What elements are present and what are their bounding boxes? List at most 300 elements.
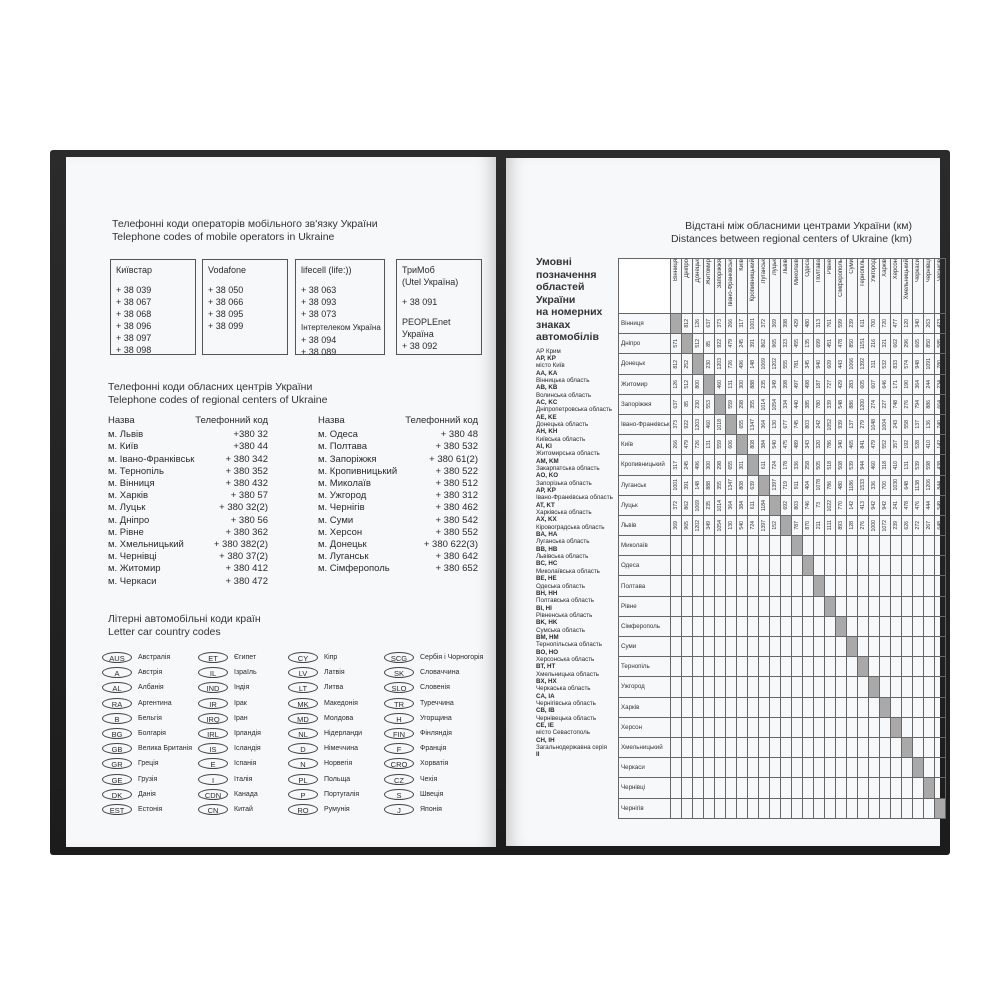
distance-value: 239 xyxy=(848,319,855,328)
distance-cell xyxy=(879,778,890,798)
distance-cell xyxy=(725,697,736,717)
distance-cell xyxy=(835,717,846,737)
distance-cell xyxy=(703,576,714,596)
distance-cell xyxy=(747,616,758,636)
distance-cell xyxy=(835,556,846,576)
distance-cell xyxy=(901,778,912,798)
distance-value: 841 xyxy=(859,440,866,450)
distance-cell xyxy=(868,495,879,515)
distance-cell xyxy=(758,737,769,757)
country-row xyxy=(102,665,192,680)
country-code-badge: F xyxy=(384,743,414,754)
distance-cell xyxy=(923,515,934,535)
distance-value: 152 xyxy=(771,521,778,530)
distance-value: 646 xyxy=(881,379,888,389)
distance-cell xyxy=(824,717,835,737)
distance-cell xyxy=(846,677,857,697)
distance-cell xyxy=(714,737,725,757)
distance-cell xyxy=(747,435,758,455)
distance-cell xyxy=(846,354,857,374)
distance-cell xyxy=(923,354,934,374)
distance-cell xyxy=(769,596,780,616)
legend-plate-code: AE, KE xyxy=(536,413,557,421)
distance-value: 357 xyxy=(892,440,899,450)
distance-cell xyxy=(846,374,857,394)
distance-value: 965 xyxy=(771,339,778,349)
column-header xyxy=(791,259,802,314)
distance-cell xyxy=(879,677,890,697)
distance-cell xyxy=(791,515,802,535)
distance-cell xyxy=(758,314,769,334)
distance-cell xyxy=(802,314,813,334)
city-name: м. Рівне xyxy=(108,526,144,538)
distance-cell xyxy=(835,677,846,697)
distance-cell xyxy=(802,616,813,636)
table-row xyxy=(619,475,946,495)
distance-value: 598 xyxy=(925,460,932,470)
country-name: Кіпр xyxy=(324,654,338,662)
distance-cell xyxy=(725,394,736,414)
distance-cell xyxy=(868,455,879,475)
distance-value: 126 xyxy=(672,379,679,389)
country-row xyxy=(102,741,192,756)
city-name: м. Житомир xyxy=(108,563,161,575)
code-row xyxy=(318,515,478,527)
country-code-badge: H xyxy=(384,713,414,724)
distance-cell xyxy=(912,414,923,434)
distance-cell xyxy=(824,637,835,657)
distance-cell xyxy=(868,697,879,717)
distance-cell xyxy=(934,697,945,717)
distance-cell xyxy=(890,798,901,818)
distance-value: 276 xyxy=(859,521,866,530)
distance-value: 748 xyxy=(892,400,899,409)
distance-value: 664 xyxy=(936,400,943,409)
distance-value: 1091 xyxy=(925,358,932,370)
distance-cell xyxy=(670,394,681,414)
distance-cell xyxy=(802,455,813,475)
distance-cell xyxy=(703,394,714,414)
distance-cell xyxy=(923,596,934,616)
diagonal-cell xyxy=(670,314,681,334)
distance-cell xyxy=(736,354,747,374)
row-city-label: Полтава xyxy=(619,576,671,596)
distance-value: 283 xyxy=(848,379,855,389)
distance-cell xyxy=(780,536,791,556)
distance-cell xyxy=(923,576,934,596)
operator-box-lifecell: lifecell (life:)) + 38 063 + 38 093 + 38 073 Інтертелеком Україна + 38 094 + 38 089 xyxy=(295,259,385,355)
row-city-label: Рівне xyxy=(619,596,671,616)
distance-value: 812 xyxy=(672,359,679,369)
legend-plate-code: AP, KP xyxy=(536,487,556,495)
distance-cell xyxy=(890,778,901,798)
distance-cell xyxy=(703,536,714,556)
distance-cell xyxy=(879,354,890,374)
distance-cell xyxy=(835,475,846,495)
distance-cell xyxy=(780,596,791,616)
distance-cell xyxy=(824,677,835,697)
distance-cell xyxy=(890,374,901,394)
distance-cell xyxy=(813,778,824,798)
distance-value: 528 xyxy=(914,440,921,450)
country-row xyxy=(102,726,192,741)
legend-plate-code: AP, KP xyxy=(536,354,556,362)
distance-cell xyxy=(725,314,736,334)
country-code-badge: LT xyxy=(288,682,318,693)
distance-cell xyxy=(714,515,725,535)
country-name: Данія xyxy=(138,790,156,798)
legend-region: Волинська область xyxy=(536,391,592,399)
distance-cell xyxy=(912,394,923,414)
distance-value: 548 xyxy=(837,400,844,409)
country-row xyxy=(288,756,362,771)
distance-cell xyxy=(725,576,736,596)
legend-plate-code: AH, KH xyxy=(536,428,558,436)
row-city-label: Запоріжжя xyxy=(619,394,671,414)
distance-cell xyxy=(824,414,835,434)
city-name: м. Луганськ xyxy=(318,551,369,563)
distance-value: 369 xyxy=(771,319,778,328)
distance-value: 373 xyxy=(672,420,679,429)
distance-cell xyxy=(813,435,824,455)
distance-cell xyxy=(670,778,681,798)
distance-cell xyxy=(747,798,758,818)
legend-region: Рівненська область xyxy=(536,611,593,619)
distance-cell xyxy=(681,475,692,495)
distance-cell xyxy=(791,778,802,798)
distance-value: 241 xyxy=(892,500,899,510)
distance-value: 120 xyxy=(903,319,910,328)
country-row xyxy=(198,802,261,817)
distance-cell xyxy=(758,717,769,737)
distance-value: 321 xyxy=(881,339,888,349)
distance-cell xyxy=(802,697,813,717)
city-name: м. Хмельницький xyxy=(108,539,184,551)
phone-code: + 380 472 xyxy=(225,575,268,587)
distance-cell xyxy=(703,414,714,434)
country-column xyxy=(198,650,261,817)
legend-region: Запорізька область xyxy=(536,479,592,487)
distance-cell xyxy=(758,435,769,455)
distance-value: 662 xyxy=(892,339,899,349)
country-code-badge: AL xyxy=(102,682,132,693)
distance-value: 460 xyxy=(716,379,723,389)
distance-cell xyxy=(703,515,714,535)
distance-cell xyxy=(824,697,835,717)
distance-cell xyxy=(769,314,780,334)
country-column xyxy=(384,650,483,817)
distance-cell xyxy=(681,435,692,455)
distance-value: 190 xyxy=(903,379,910,389)
distance-cell xyxy=(769,616,780,636)
table-row xyxy=(619,314,946,334)
distance-cell xyxy=(813,637,824,657)
column-header xyxy=(802,259,813,314)
column-city-label: Вінниця xyxy=(672,259,679,281)
diagonal-cell xyxy=(681,334,692,354)
distance-cell xyxy=(868,657,879,677)
distance-cell xyxy=(912,354,923,374)
distance-cell xyxy=(714,637,725,657)
distance-value: 539 xyxy=(914,460,921,470)
distance-cell xyxy=(901,314,912,334)
distance-value: 922 xyxy=(683,420,690,429)
distance-cell xyxy=(813,737,824,757)
distance-cell xyxy=(747,495,758,515)
distance-value: 940 xyxy=(815,359,822,369)
country-code-badge: S xyxy=(384,789,414,800)
distance-cell xyxy=(923,717,934,737)
country-row xyxy=(198,650,261,665)
distance-value: 1052 xyxy=(826,418,833,431)
column-header xyxy=(769,259,780,314)
code-row xyxy=(108,515,268,527)
legend-plate-code: BB, HB xyxy=(536,545,558,553)
legend-title-line: на номерних xyxy=(536,306,603,318)
distance-cell xyxy=(703,657,714,677)
legend-plate-code: II xyxy=(536,751,540,759)
distance-cell xyxy=(681,374,692,394)
distance-cell xyxy=(879,414,890,434)
country-row xyxy=(198,711,261,726)
phone-code: + 380 542 xyxy=(435,514,478,526)
distance-cell xyxy=(681,455,692,475)
distance-cell xyxy=(846,536,857,556)
distance-cell xyxy=(857,778,868,798)
distance-value: 340 xyxy=(914,319,921,328)
distance-cell xyxy=(890,314,901,334)
distance-table xyxy=(618,258,946,819)
diagonal-cell xyxy=(703,374,714,394)
distance-cell xyxy=(758,536,769,556)
distance-cell xyxy=(846,737,857,757)
distance-cell xyxy=(681,637,692,657)
distance-value: 345 xyxy=(804,359,811,369)
distance-cell xyxy=(912,798,923,818)
column-city-label: Хмельницький xyxy=(903,259,910,300)
distance-cell xyxy=(802,576,813,596)
distance-value: 540 xyxy=(771,440,778,450)
distance-cell xyxy=(769,414,780,434)
distance-value: 211 xyxy=(815,521,822,530)
distance-cell xyxy=(791,414,802,434)
distance-cell xyxy=(857,536,868,556)
legend-plate-code: BT, HT xyxy=(536,663,556,671)
distance-value: 298 xyxy=(716,460,723,470)
distance-cell xyxy=(846,414,857,434)
country-code-badge: J xyxy=(384,804,414,815)
column-header xyxy=(736,259,747,314)
distance-cell xyxy=(802,778,813,798)
distance-cell xyxy=(725,475,736,495)
distance-cell xyxy=(758,556,769,576)
distance-cell xyxy=(791,334,802,354)
column-city-label: Одеса xyxy=(804,259,811,277)
distance-cell xyxy=(780,677,791,697)
distance-cell xyxy=(934,515,945,535)
distance-cell xyxy=(791,657,802,677)
distance-cell xyxy=(802,515,813,535)
distance-cell xyxy=(835,495,846,515)
code-row xyxy=(108,454,268,466)
distance-cell xyxy=(802,798,813,818)
distance-cell xyxy=(857,576,868,596)
distance-cell xyxy=(846,394,857,414)
row-city-label: Ужгород xyxy=(619,677,671,697)
distance-cell xyxy=(846,717,857,737)
country-row xyxy=(288,711,362,726)
distance-value: 1202 xyxy=(771,358,778,370)
distance-cell xyxy=(934,455,945,475)
distance-cell xyxy=(879,475,890,495)
distance-cell xyxy=(703,778,714,798)
country-row xyxy=(102,802,192,817)
distance-value: 263 xyxy=(925,319,932,328)
row-city-label: Львів xyxy=(619,515,671,535)
distance-value: 1001 xyxy=(672,479,679,491)
distance-cell xyxy=(813,758,824,778)
distance-value: 135 xyxy=(804,339,811,349)
distance-cell xyxy=(835,435,846,455)
country-row xyxy=(102,696,192,711)
distance-cell xyxy=(846,334,857,354)
column-header xyxy=(747,259,758,314)
distance-cell xyxy=(670,435,681,455)
country-code-badge: MK xyxy=(288,698,318,709)
distance-cell xyxy=(879,374,890,394)
legend-plate-code: BK, HK xyxy=(536,619,558,627)
table-corner xyxy=(619,259,671,314)
column-header xyxy=(670,259,681,314)
table-row xyxy=(619,414,946,434)
distance-cell xyxy=(868,354,879,374)
distance-cell xyxy=(934,576,945,596)
distance-cell xyxy=(835,637,846,657)
distance-cell xyxy=(835,758,846,778)
distance-cell xyxy=(923,677,934,697)
distance-value: 372 xyxy=(760,319,767,328)
distance-cell xyxy=(780,394,791,414)
code-row xyxy=(318,490,478,502)
legend-region: Львівська область xyxy=(536,553,589,561)
distance-cell xyxy=(824,556,835,576)
row-city-label: Суми xyxy=(619,637,671,657)
country-row xyxy=(384,787,483,802)
distance-cell xyxy=(791,556,802,576)
distance-value: 727 xyxy=(826,379,833,389)
distance-value: 272 xyxy=(914,521,921,530)
distance-value: 234 xyxy=(936,379,943,389)
distance-cell xyxy=(901,435,912,455)
distance-cell xyxy=(692,515,703,535)
column-header xyxy=(879,259,890,314)
distance-cell xyxy=(681,737,692,757)
diagonal-cell xyxy=(813,576,824,596)
diagonal-cell xyxy=(879,697,890,717)
country-code-badge: D xyxy=(288,743,318,754)
legend-title-line: позначення xyxy=(536,268,597,281)
distance-cell xyxy=(802,354,813,374)
distance-cell xyxy=(692,374,703,394)
distance-value: 1000 xyxy=(870,519,877,532)
row-city-label: Одеса xyxy=(619,556,671,576)
legend-region: Тернопільська область xyxy=(536,641,602,649)
distance-cell xyxy=(934,435,945,455)
distance-value: 429 xyxy=(837,379,844,389)
distance-value: 780 xyxy=(815,400,822,409)
distance-cell xyxy=(703,697,714,717)
distance-cell xyxy=(813,374,824,394)
column-header xyxy=(725,259,736,314)
distance-value: 700 xyxy=(870,319,877,328)
distance-cell xyxy=(736,334,747,354)
city-name: м. Луцьк xyxy=(108,502,146,514)
table-row xyxy=(619,778,946,798)
country-name: Албанія xyxy=(138,684,164,692)
country-name: Китай xyxy=(234,805,253,813)
country-code-badge: CZ xyxy=(384,774,414,785)
row-city-label: Івано-Франківськ xyxy=(619,414,671,434)
distance-cell xyxy=(868,536,879,556)
distance-cell xyxy=(835,314,846,334)
distance-cell xyxy=(758,616,769,636)
right-page xyxy=(506,158,943,846)
distance-cell xyxy=(857,334,868,354)
distance-cell xyxy=(769,354,780,374)
distance-cell xyxy=(758,414,769,434)
legend-region: Полтавська область xyxy=(536,597,595,605)
legend-title-line: Умовні xyxy=(536,256,572,268)
country-code-badge: ET xyxy=(198,652,228,663)
legend-plate-code: CA, IA xyxy=(536,692,555,700)
distance-cell xyxy=(791,737,802,757)
country-name: Латвія xyxy=(324,669,345,677)
distance-cell xyxy=(802,394,813,414)
diagonal-cell xyxy=(857,657,868,677)
operator-box-trimob: ТриМоб (Utel Україна) + 38 091 PEOPLEnet Україна + 38 092 xyxy=(396,259,482,355)
distance-cell xyxy=(681,657,692,677)
country-name: Угорщина xyxy=(420,714,452,722)
distance-cell xyxy=(857,616,868,636)
distances-title: Відстані між обласними центрами України (км) Distances between regional centers of Ukraine (km) xyxy=(670,220,912,245)
distance-cell xyxy=(769,798,780,818)
distance-cell xyxy=(824,616,835,636)
table-row xyxy=(619,616,946,636)
distance-cell xyxy=(813,657,824,677)
distance-cell xyxy=(846,697,857,717)
distance-cell xyxy=(857,414,868,434)
distance-cell xyxy=(879,536,890,556)
distance-cell xyxy=(681,596,692,616)
distance-cell xyxy=(868,737,879,757)
distance-value: 850 xyxy=(925,339,932,349)
distance-value: 489 xyxy=(793,440,800,450)
distance-cell xyxy=(736,637,747,657)
distance-cell xyxy=(780,556,791,576)
distance-value: 192 xyxy=(903,440,910,450)
distance-cell xyxy=(747,657,758,677)
country-name: Канада xyxy=(234,790,258,798)
distance-value: 128 xyxy=(848,521,855,530)
distance-cell xyxy=(901,536,912,556)
distance-value: 1001 xyxy=(749,317,756,330)
distance-cell xyxy=(868,475,879,495)
distance-value: 665 xyxy=(914,339,921,349)
distance-cell xyxy=(791,354,802,374)
country-name: Словенія xyxy=(420,684,450,692)
distance-cell xyxy=(670,556,681,576)
legend-plate-code: BM, HM xyxy=(536,633,559,641)
